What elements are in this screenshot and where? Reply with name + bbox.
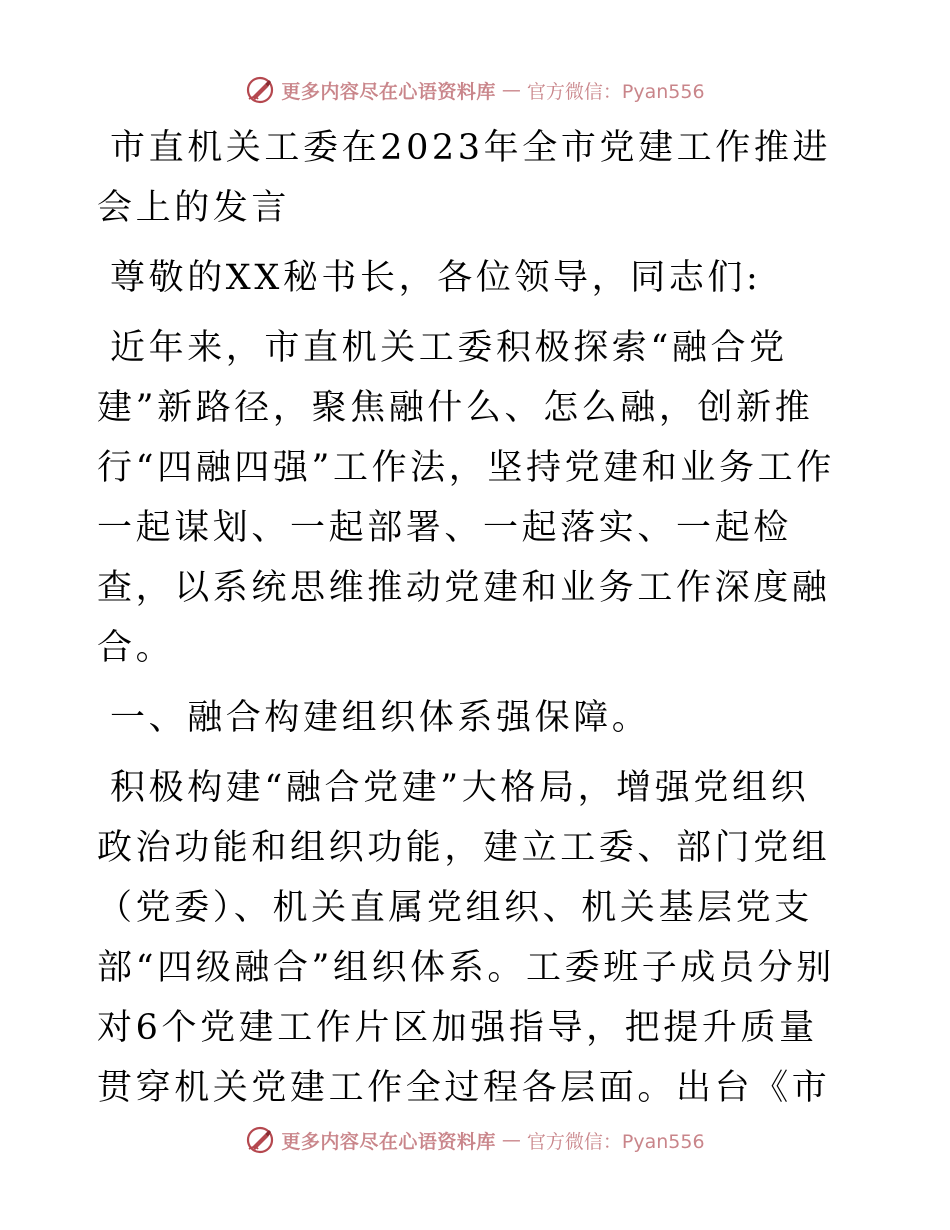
footer-watermark xyxy=(0,1120,950,1160)
header-watermark xyxy=(0,70,950,110)
watermark-text: 更多内容尽在心语资料库 xyxy=(281,80,496,103)
pen-logo-icon xyxy=(245,75,275,105)
section-heading-1: 一、融合构建组织体系强保障。 xyxy=(110,698,651,738)
paragraph-intro: 近年来，市直机关工委积极探索“融合党建”新路径，聚焦融什么、怎么融，创新推行“四融四强”工作法，坚持党建和业务工作一起谋划、一起部署、一起落实、一起检查，以系统思维推动党建和业务工作深度融合。 xyxy=(97,328,835,668)
document-title: 市直机关工委在2023年全市党建工作推进会上的发言 xyxy=(97,128,832,228)
watermark-separator: — xyxy=(501,79,521,101)
paragraph-section-1: 积极构建“融合党建”大格局，增强党组织政治功能和组织功能，建立工委、部门党组（党委）、机关直属党组织、机关基层党支部“四级融合”组织体系。工委班子成员分别对6个党建工作片区加强指导，把提升质量贯穿机关党建工作全过程各层面。出台《市 xyxy=(97,768,835,1108)
watermark-contact: 官方微信：Pyan556 xyxy=(526,1130,705,1153)
pen-logo-icon xyxy=(245,1125,275,1155)
watermark-separator: — xyxy=(501,1129,521,1151)
watermark-contact: 官方微信：Pyan556 xyxy=(526,80,705,103)
salutation: 尊敬的XX秘书长，各位领导，同志们: xyxy=(110,258,762,298)
document-body xyxy=(97,118,847,1113)
watermark-text: 更多内容尽在心语资料库 xyxy=(281,1130,496,1153)
